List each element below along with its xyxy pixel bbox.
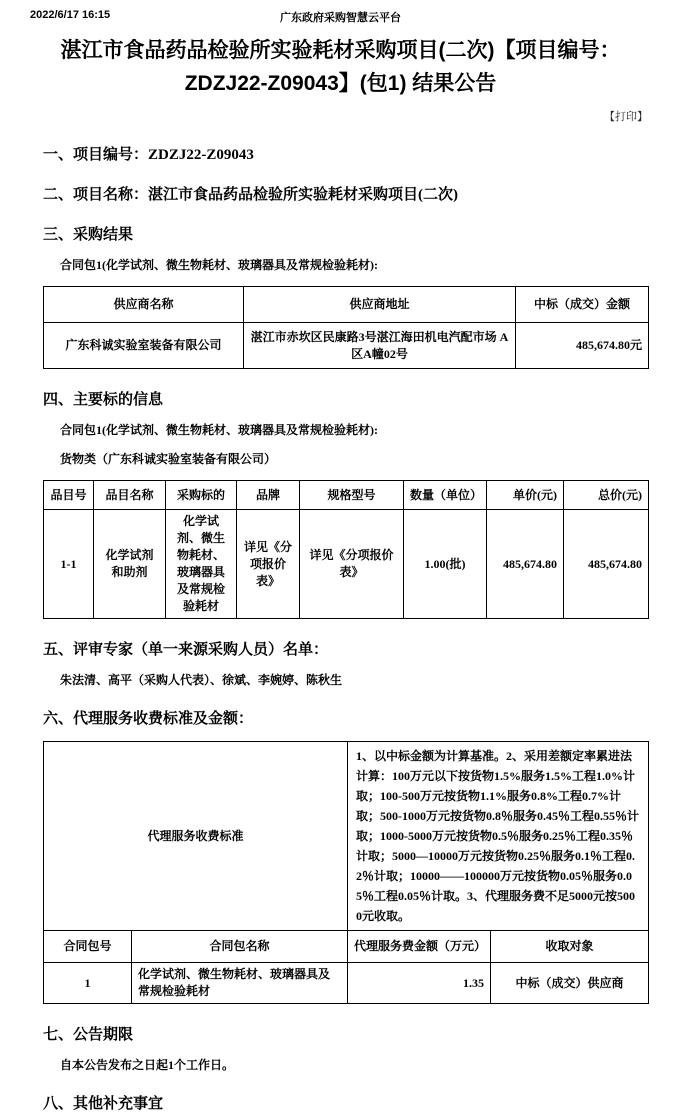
quantity-unit-cell: 1.00(批): [404, 510, 487, 619]
header-fee-payer: 收取对象: [491, 931, 649, 963]
header-brand: 品牌: [237, 481, 300, 510]
contract-package-line: 合同包1(化学试剂、微生物耗材、玻璃器具及常规检验耗材):: [60, 423, 378, 437]
unit-price-cell: 485,674.80: [487, 510, 564, 619]
print-button[interactable]: 【打印】: [604, 111, 648, 123]
award-amount-cell: 485,674.80元: [516, 323, 649, 369]
announcement-content: [0, 143, 681, 1113]
header-item-number: 品目号: [44, 481, 94, 510]
section-project-number: 一、项目编号：ZDZJ22-Z09043: [43, 147, 254, 163]
total-price-cell: 485,674.80: [564, 510, 649, 619]
announcement-period-text: 自本公告发布之日起1个工作日。: [60, 1058, 235, 1072]
supplier-address-cell: 湛江市赤坎区民康路3号湛江海田机电汽配市场 A区A幢02号: [244, 323, 516, 369]
package-name-cell: 化学试剂、微生物耗材、玻璃器具及常规检验耗材: [132, 963, 348, 1004]
section-other-matters: 八、其他补充事宜: [43, 1096, 164, 1112]
header-supplier-name: 供应商名称: [44, 287, 244, 323]
header-supplier-address: 供应商地址: [244, 287, 516, 323]
table-header-row: [44, 481, 649, 510]
header-spec-model: 规格型号: [300, 481, 404, 510]
table-row: [44, 323, 649, 369]
expert-names-line: 朱法清、高平（采购人代表）、徐斌、李婉婷、陈秋生: [60, 673, 343, 687]
header-package-number: 合同包号: [44, 931, 132, 963]
table-row: [44, 963, 649, 1004]
supplier-name-cell: 广东科诚实验室装备有限公司: [44, 323, 244, 369]
item-name-cell: 化学试剂和助剂: [94, 510, 166, 619]
header-fee-amount: 代理服务费金额（万元）: [348, 931, 491, 963]
package-number-cell: 1: [44, 963, 132, 1004]
fee-amount-cell: 1.35: [348, 963, 491, 1004]
header-procurement-subject: 采购标的: [166, 481, 237, 510]
section-procurement-result: 三、采购结果: [43, 227, 134, 243]
header-package-name: 合同包名称: [132, 931, 348, 963]
table-header-row: [44, 287, 649, 323]
page-title: 湛江市食品药品检验所实验耗材采购项目(二次)【项目编号：ZDZJ22-Z09043】(包1) 结果公告: [60, 39, 621, 95]
fee-standard-row: [44, 742, 649, 931]
goods-type-line: 货物类（广东科诚实验室装备有限公司）: [60, 452, 277, 466]
fee-payer-cell: 中标（成交）供应商: [491, 963, 649, 1004]
header-total-price: 总价(元): [564, 481, 649, 510]
section-agency-fee: 六、代理服务收费标准及金额：: [43, 711, 254, 727]
item-number-cell: 1-1: [44, 510, 94, 619]
contract-package-line: 合同包1(化学试剂、微生物耗材、玻璃器具及常规检验耗材):: [60, 258, 378, 272]
table-header-row: [44, 931, 649, 963]
section-main-bid-info: 四、主要标的信息: [43, 392, 164, 408]
procurement-subject-cell: 化学试剂、微生物耗材、玻璃器具及常规检验耗材: [166, 510, 237, 619]
header-item-name: 品目名称: [94, 481, 166, 510]
spec-model-cell: 详见《分项报价表》: [300, 510, 404, 619]
print-preview-header: [0, 0, 681, 24]
header-unit-price: 单价(元): [487, 481, 564, 510]
bid-info-table: [43, 480, 649, 619]
print-timestamp: 2022/6/17 16:15: [30, 9, 111, 21]
section-project-name: 二、项目名称：湛江市食品药品检验所实验耗材采购项目(二次): [43, 187, 458, 203]
supplier-result-table: [43, 286, 649, 369]
section-announcement-period: 七、公告期限: [43, 1027, 134, 1043]
agency-fee-table: [43, 741, 649, 1004]
fee-standard-text-cell: 1、以中标金额为计算基准。2、采用差额定率累进法计算：100万元以下按货物1.5%服务1.5%工程1.0%计取；100-500万元按货物1.1%服务0.8%工程0.7%计取；500-1000万元按货物0.8％服务0.45％工程0.55％计取；1000-5000万元按货物0.5％服务0.25％工程0.35％计取；5000—10000万元按货物0.25％服务0.1％工程0.2％计取；10000——100000万元按货物0.05％服务0.05％工程0.05％计取。3、代理服务费不足5000元按5000元收取。: [348, 742, 649, 931]
table-row: [44, 510, 649, 619]
brand-cell: 详见《分项报价表》: [237, 510, 300, 619]
fee-standard-label-cell: 代理服务收费标准: [44, 742, 348, 931]
platform-name: 广东政府采购智慧云平台: [280, 12, 401, 24]
print-button-row: [0, 108, 681, 124]
section-review-experts: 五、评审专家（单一来源采购人员）名单：: [43, 642, 329, 658]
header-award-amount: 中标（成交）金额: [516, 287, 649, 323]
header-quantity-unit: 数量（单位）: [404, 481, 487, 510]
